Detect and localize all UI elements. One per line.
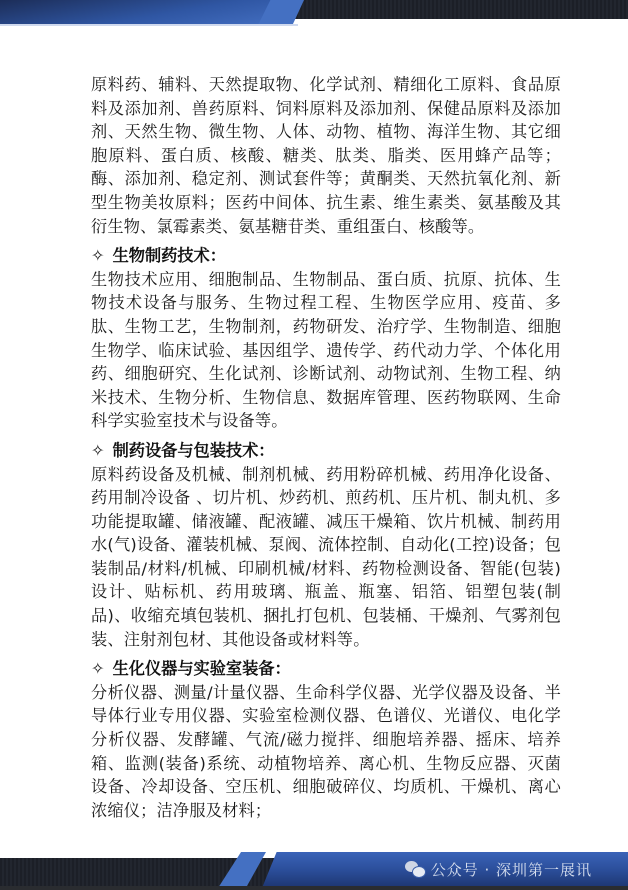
diamond-bullet-icon: ✧: [91, 246, 105, 266]
wechat-icon: [405, 861, 425, 877]
watermark: [405, 857, 592, 881]
section-body: 分析仪器、测量/计量仪器、生命科学仪器、光学仪器及设备、半导体行业专用仪器、实验室检测仪器、色谱仪、光谱仪、电化学分析仪器、发酵罐、气流/磁力搅拌、细胞培养器、摇床、培养箱、监测(装备)系统、动植物培养、离心机、生物反应器、灭菌设备、冷却设备、空压机、细胞破碎仪、均质机、干燥机、离心浓缩仪；洁净服及材料；: [91, 682, 561, 820]
section-title: 生化仪器与实验室装备：: [112, 659, 291, 679]
diamond-bullet-icon: ✧: [91, 440, 105, 460]
section-body: 原料药设备及机械、制剂机械、药用粉碎机械、药用净化设备、药用制冷设备 、切片机、炒药机、煎药机、压片机、制丸机、多功能提取罐、储液罐、配液罐、减压干燥箱、饮片机械、制药用水(气)设备、灌装机械、泵阀、流体控制、自动化(工控)设备；包装制品/材料/机械、印刷机械/材料、药物检测设备、智能(包装)设计、贴标机、药用玻璃、瓶盖、瓶塞、铝箔、铝塑包装(制品)、收缩充填包装机、捆扎打包机、包装桶、干燥剂、气雾剂包装、注射剂包材、其他设备或材料等。: [91, 464, 561, 649]
watermark-text: 公众号 · 深圳第一展讯: [430, 860, 592, 879]
section-heading: [91, 244, 561, 268]
section-title: 制药设备与包装技术：: [112, 440, 275, 460]
header-decoration: [0, 0, 628, 26]
section-heading: [91, 439, 561, 463]
document-body: [91, 73, 561, 822]
footer-bottom-strip: [0, 886, 628, 890]
section-body: 生物技术应用、细胞制品、生物制品、蛋白质、抗原、抗体、生物技术设备与服务、生物过程工程、生物医学应用、疫苗、多肽、生物工艺，生物制剂，药物研发、治疗学、生物制造、细胞生物学、临床试验、基因组学、遗传学、药代动力学、个体化用药、细胞研究、生化试剂、诊断试剂、动物试剂、生物工程、纳米技术、生物分析、生物信息、数据库管理、医药物联网、生命科学实验室技术与设备等。: [91, 269, 561, 431]
header-underline: [0, 24, 298, 26]
diamond-bullet-icon: ✧: [91, 659, 105, 679]
section-biopharma: [91, 244, 561, 433]
intro-paragraph: 原料药、辅料、天然提取物、化学试剂、精细化工原料、食品原料及添加剂、兽药原料、饲料原料及添加剂、保健品原料及添加剂、天然生物、微生物、人体、动物、植物、海洋生物、其它细胞原料、蛋白质、核酸、糖类、肽类、脂类、医用蜂产品等；酶、添加剂、稳定剂、测试套件等；黄酮类、天然抗氧化剂、新型生物美妆原料；医药中间体、抗生素、维生素类、氨基酸及其衍生物、氯霉素类、氨基糖苷类、重组蛋白、核酸等。: [91, 75, 561, 236]
section-title: 生物制药技术：: [112, 246, 226, 266]
section-pharma-equipment: [91, 439, 561, 651]
section-lab-instruments: [91, 657, 561, 822]
section-heading: [91, 657, 561, 681]
header-blue-band: [0, 0, 300, 25]
